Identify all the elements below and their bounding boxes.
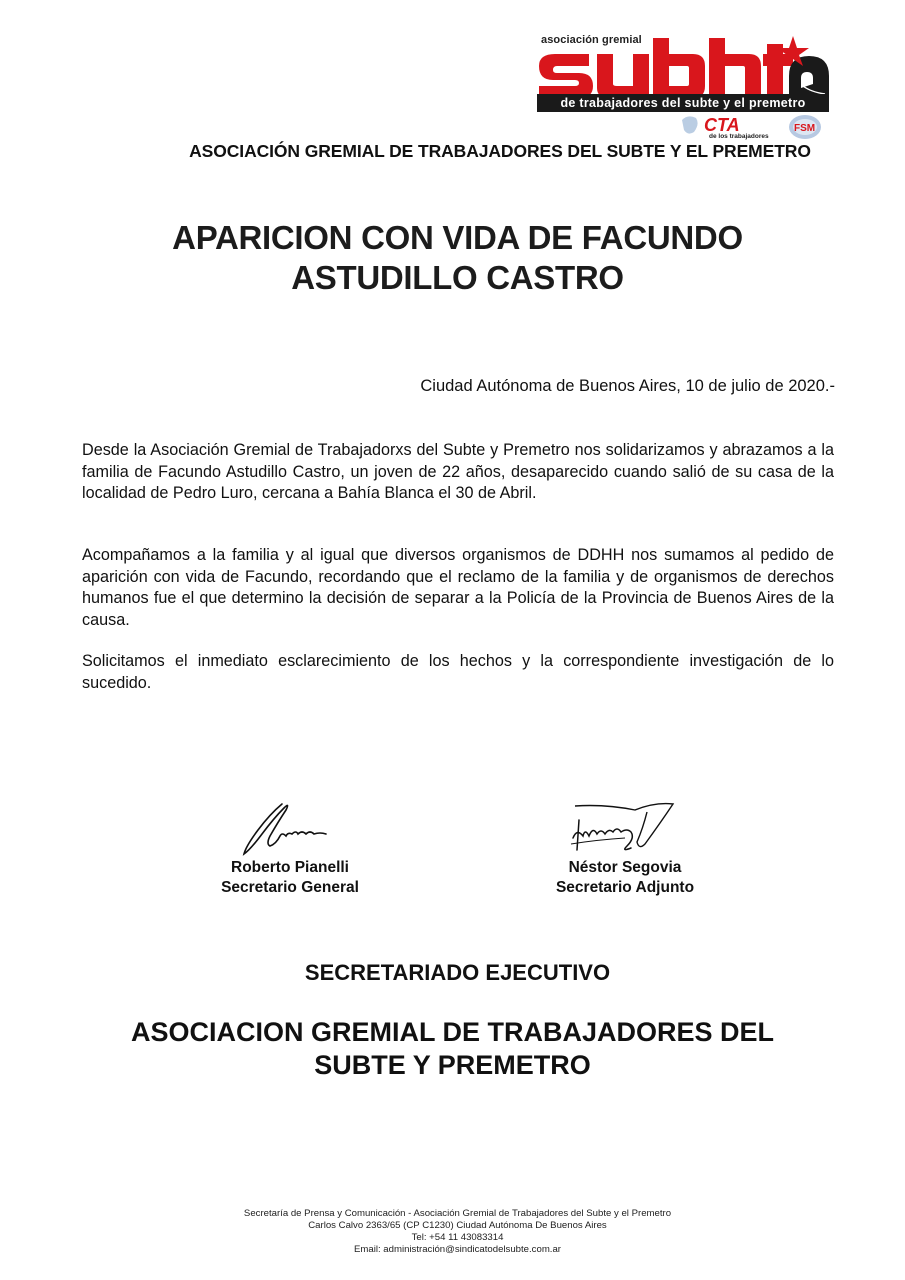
svg-text:CTA: CTA: [704, 115, 740, 135]
signatory-role: Secretario Adjunto: [555, 879, 695, 896]
svg-text:FSM: FSM: [794, 123, 816, 134]
body-paragraph-2: Acompañamos a la familia y al igual que diversos organismos de DDHH nos sumamos al pedido de aparición con vida de Facundo, recordando que el reclamo de la familia y de organismos de derechos humanos fue el que determino la decisión de separar a la Policía de la Provincia de Buenos Aires de la causa.: [82, 546, 834, 629]
logo-top-text: asociación gremial: [541, 34, 642, 46]
organization-header: ASOCIACIÓN GREMIAL DE TRABAJADORES DEL SUBTE Y EL PREMETRO: [189, 141, 811, 161]
signature-pianelli-icon: [240, 800, 335, 858]
logo-band-text: de trabajadores del subte y el premetro: [537, 94, 829, 112]
body-paragraph-3: Solicitamos el inmediato esclarecimiento de los hechos y la correspondiente investigación de lo sucedido.: [82, 652, 834, 692]
footer-department: Secretaría de Prensa y Comunicación - Asociación Gremial de Trabajadores del Subte y el Premetro: [243, 1208, 672, 1219]
signatory-name: Néstor Segovia: [568, 859, 682, 876]
title-line-2: ASTUDILLO CASTRO: [291, 259, 624, 296]
signature-block-adjunto: [515, 858, 735, 898]
document-title: [60, 218, 855, 298]
page-footer: [0, 1208, 905, 1256]
fsm-logo-icon: [787, 114, 823, 140]
closing-organization-title: [60, 1016, 855, 1082]
footer-phone: Tel: +54 11 43083314: [411, 1232, 504, 1243]
cta-subtitle: de los trabajadores: [709, 133, 769, 140]
signature-segovia-icon: [565, 798, 680, 856]
dateline: Ciudad Autónoma de Buenos Aires, 10 de julio de 2020.-: [420, 377, 835, 395]
signatory-name: Roberto Pianelli: [231, 859, 349, 876]
closing-org-line-1: ASOCIACION GREMIAL DE TRABAJADORES DEL: [130, 1017, 775, 1047]
closing-org-line-2: SUBTE Y PREMETRO: [314, 1050, 591, 1080]
signatory-role: Secretario General: [221, 879, 359, 896]
secretariat-title: SECRETARIADO EJECUTIVO: [304, 960, 611, 985]
footer-email: Email: administración@sindicatodelsubte.com.ar: [353, 1244, 562, 1255]
footer-address: Carlos Calvo 2363/65 (CP C1230) Ciudad Autónoma De Buenos Aires: [308, 1220, 607, 1231]
body-paragraph-1: Desde la Asociación Gremial de Trabajadorxs del Subte y Premetro nos solidarizamos y abrazamos a la familia de Facundo Astudillo Castro, un joven de 22 años, desaparecido cuando salió de su casa de la localidad de Pedro Luro, cercana a Bahía Blanca el 30 de Abril.: [82, 441, 834, 503]
signature-block-general: [180, 858, 400, 898]
union-logo: [537, 30, 829, 142]
title-line-1: APARICION CON VIDA DE FACUNDO: [172, 219, 743, 256]
